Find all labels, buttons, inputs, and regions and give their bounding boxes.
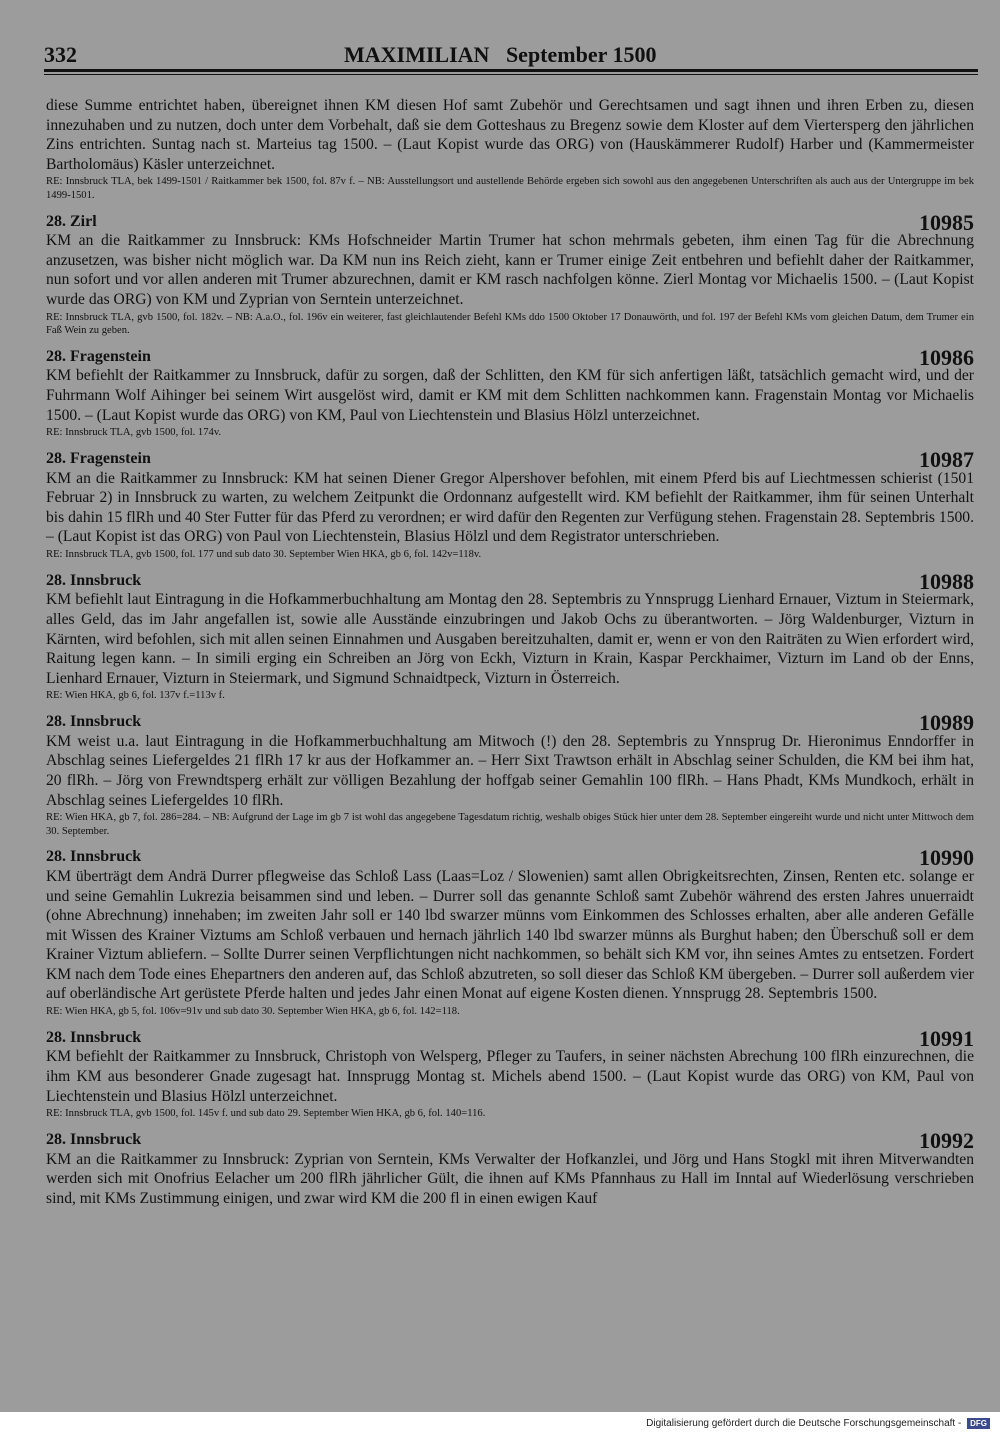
entry-number: 10990 bbox=[919, 845, 974, 871]
entry-text: KM an die Raitkammer zu Innsbruck: KM hat seinen Diener Gregor Alpershover befohlen, mit einem Pferd bis auf Liechtmessen schierist (1501 Februar 2) in Innsbruck zu warten, zu welchem Zeitpunkt die Ordonnanz aufgestellt wird. KM befiehlt der Raitkammer, ihm für seinen Unterhalt bis dahin 15 flRh und 40 Ster Futter für das Pferd zu verordnen; er wird dafür den Regenten zur Verfügung stehen. Fragenstain 28. Septembris 1500. – (Laut Kopist ist das ORG) von Paul von Liechtenstein, Blasius Hölzl und dem Registrator unterschrieben. bbox=[46, 469, 974, 546]
entry bbox=[46, 711, 974, 838]
entry-header bbox=[46, 209, 974, 235]
header-rule-thin bbox=[44, 74, 978, 75]
page-body bbox=[46, 96, 974, 1208]
entry-reference: RE: Innsbruck TLA, gvb 1500, fol. 182v. – NB: A.a.O., fol. 196v ein weiterer, fast gleichlautender Befehl KMs ddo 1500 Oktober 17 Donauwörth, und fol. 197 der Befehl KMs vom gleichen Datum, dem Trumer ein Faß Wein zu geben. bbox=[46, 311, 974, 336]
intro-paragraph: diese Summe entrichtet haben, übereignet ihnen KM diesen Hof samt Zubehör und Gerechtsamen und sagt ihnen und ihren Erben zu, diesen innezuhaben und zu nutzen, doch unter dem Vorbehalt, daß sie dem Gotteshaus zu Bregenz sowie dem Kloster auf dem Viertersperg den jährlichen Zins entrichten. Suntag nach st. Marteius tag 1500. – (Laut Kopist wurde das ORG) von (Hauskämmerer Rudolf) Harber und (Kammermeister Bartholomäus) Käsler unterzeichnet. bbox=[46, 97, 974, 173]
entry-text: KM an die Raitkammer zu Innsbruck: Zyprian von Serntein, KMs Verwalter der Hofkanzlei, und Jörg und Hans Stogkl mit ihren Mitverwandten werden sich mit Onofrius Eelacher um 200 flRh jährlicher Gült, die ihnen auf KMs Pfannhaus zu Hall im Inntal auf Wiederlösung verschrieben sind, mit KMs Zustimmung einigen, und zwar wird KM die 200 fl in einen ewigen Kauf bbox=[46, 1150, 974, 1207]
entry-reference: RE: Innsbruck TLA, gvb 1500, fol. 174v. bbox=[46, 427, 222, 439]
entry-number: 10988 bbox=[919, 568, 974, 594]
entry-text: KM befiehlt laut Eintragung in die Hofkammerbuchhaltung am Montag den 28. Septembris zu Ynnsprugg Lienhard Ernauer, Viztum in Steiermark, alles Geld, das im Jahr angefallen ist, sowie alle Ausstände einzubringen und Jakob Ochs zu überantworten. – Jörg Waldenburger, Vizturn in Kärnten, wird befohlen, sich mit allen seinen Einnahmen und Ausgaben bereitzuhalten, damit er, wenn er von den Raiträten zu Wien erfordert wird, Raitung legen kann. – In simili erging ein Schreiben an Jörg von Eckh, Vizturn in Krain, Kaspar Perckhaimer, Vizturn im Land ob der Enns, Lienhard Ernauer, Vizturn in Steiermark, und Sigmund Schnaidtpeck, Vizturn in Österreich. bbox=[46, 591, 974, 687]
page-number: 332 bbox=[44, 42, 77, 67]
entry-header bbox=[46, 1128, 974, 1154]
footer-credit: Digitalisierung gefördert durch die Deutsche Forschungsgemeinschaft - bbox=[646, 1418, 962, 1430]
entry-date-place: 28. Zirl bbox=[46, 212, 97, 230]
entry-number: 10991 bbox=[919, 1025, 974, 1051]
entry-header bbox=[46, 845, 974, 871]
entry bbox=[46, 448, 974, 562]
entry-date-place: 28. Innsbruck bbox=[46, 848, 142, 866]
entry bbox=[46, 1129, 974, 1209]
entry-date-place: 28. Innsbruck bbox=[46, 1028, 142, 1046]
entry-header bbox=[46, 710, 974, 736]
intro-reference: RE: Innsbruck TLA, bek 1499-1501 / Raitkammer bek 1500, fol. 87v f. – NB: Ausstellungsort und austellende Behörde ergeben sich sowohl aus den angegebenen Unterschriften als auch aus der Untergruppe im bek 1499-1501. bbox=[46, 176, 974, 201]
entry-text: KM befiehlt der Raitkammer zu Innsbruck, Christoph von Welsperg, Pfleger zu Taufers, in seiner nächsten Abrechung 100 flRh einzurechnen, die ihm KM aus besonderer Gnade zugesagt hat. Innsprugg Montag st. Michels abend 1500. – (Laut Kopist wurde das ORG) von KM, Paul von Liechtenstein und Blasius Hölzl unterzeichnet. bbox=[46, 1048, 974, 1105]
entry-text: KM befiehlt der Raitkammer zu Innsbruck, dafür zu sorgen, daß der Schlitten, den KM für sich anfertigen läßt, tatsächlich gemacht wird, und der Fuhrmann Wolf Aihinger bei seinem Wirt ausgelöst wird, damit er KM mit dem Schlitten nachkommen kann. Fragenstain Montag vor Michaelis 1500. – (Laut Kopist wurde das ORG) von KM, Paul von Liechtenstein und Blasius Hölzl unterzeichnet. bbox=[46, 367, 974, 424]
entry bbox=[46, 210, 974, 337]
entry-header bbox=[46, 568, 974, 594]
entry-number: 10986 bbox=[919, 344, 974, 370]
digitization-footer bbox=[646, 1418, 990, 1429]
entry-text: KM weist u.a. laut Eintragung in die Hofkammerbuchhaltung am Mitwoch (!) den 28. Septembris zu Ynnsprug Dr. Hieronimus Enndorffer in Abschlag seines Liefergeldes 21 flRh 17 kr aus der Hofkammer an. – Herr Sixt Trawtson erhält in Abschlag seiner Schulden, die KM bei ihm hat, 20 flRh. – Jörg von Frewndtsperg erhält zur völligen Bezahlung der hoffgab seiner Gemahlin 100 flRh. – Hans Phadt, KMs Mundkoch, erhält in Abschlag seines Liefergeldes 10 flRh. bbox=[46, 732, 974, 809]
entry-reference: RE: Wien HKA, gb 6, fol. 137v f.=113v f. bbox=[46, 690, 225, 702]
entry-header bbox=[46, 446, 974, 472]
entry bbox=[46, 1026, 974, 1120]
entry-date-place: 28. Fragenstein bbox=[46, 347, 151, 365]
entry-header bbox=[46, 344, 974, 370]
entry bbox=[46, 569, 974, 702]
entry-date-place: 28. Fragenstein bbox=[46, 449, 151, 467]
entry-number: 10987 bbox=[919, 446, 974, 472]
entry-date-place: 28. Innsbruck bbox=[46, 571, 142, 589]
entry-header bbox=[46, 1025, 974, 1051]
entry-reference: RE: Innsbruck TLA, gvb 1500, fol. 145v f. und sub dato 29. September Wien HKA, gb 6, fol. 140=116. bbox=[46, 1108, 486, 1120]
entry-date-place: 28. Innsbruck bbox=[46, 1131, 142, 1149]
entry-number: 10985 bbox=[919, 209, 974, 235]
entry-number: 10992 bbox=[919, 1128, 974, 1154]
entry-date-place: 28. Innsbruck bbox=[46, 713, 142, 731]
entry bbox=[46, 846, 974, 1019]
entry-text: KM an die Raitkammer zu Innsbruck: KMs Hofschneider Martin Trumer hat schon mehrmals gebeten, ihm einen Tag für die Abrechnung anzusetzen, was bisher nicht möglich war. Da KM nun ins Reich zieht, kann er Trumer einige Zeit entbehren und befiehlt daher der Raitkammer, nun sofort und vor allen anderen mit Trumer abzurechnen, damit er KM rasch nachfolgen könne. Zierl Montag vor Michaelis 1500. – (Laut Kopist wurde das ORG) von KM und Zyprian von Serntein unterzeichnet. bbox=[46, 232, 974, 308]
entry-number: 10989 bbox=[919, 710, 974, 736]
entry-reference: RE: Wien HKA, gb 5, fol. 106v=91v und sub dato 30. September Wien HKA, gb 6, fol. 142=118. bbox=[46, 1006, 460, 1018]
entry-reference: RE: Wien HKA, gb 7, fol. 286=284. – NB: Aufgrund der Lage im gb 7 ist wohl das angegebene Tagesdatum richtig, weshalb obiges Stück hier unter dem 28. September eingereiht wurde und nicht unter Mittwoch dem 30. September. bbox=[46, 812, 974, 837]
entry-reference: RE: Innsbruck TLA, gvb 1500, fol. 177 und sub dato 30. September Wien HKA, gb 6, fol. 142v=118v. bbox=[46, 548, 482, 560]
page-header bbox=[44, 38, 978, 78]
dfg-logo-icon: DFG bbox=[967, 1418, 990, 1429]
header-rule bbox=[44, 69, 978, 72]
running-title: MAXIMILIAN September 1500 bbox=[344, 42, 657, 67]
entry-text: KM überträgt dem Andrä Durrer pflegweise das Schloß Lass (Laas=Loz / Slowenien) samt allen Obrigkeitsrechten, Zinsen, Renten etc. solange er und seine Gemahlin Lukrezia beisammen sind und leben. – Durrer soll das genannte Schloß samt Zubehör während des ersten Jahres unuerraidt (ohne Abrechnung) innehaben; im zweiten Jahr soll er 140 lbd swarzer münns vom Einkommen des Schlosses erhalten, aber alle anderen Gefälle mit Wissen des Krainer Viztums am Schloß verbauen und hernach jährlich 140 lbd swarzer münns als Burghut haben; den Überschuß soll er dem Krainer Viztum abliefern. – Sollte Durrer seinen Verpflichtungen nicht nachkommen, so behält sich KM vor, ihn seines Amtes zu entsetzen. Fordert KM nach dem Tode eines Ehepartners den anderen auf, das Schloß abzutreten, so soll dieser das Schloß KM übergeben. – Durrer soll außerdem vier auf oberländische Art gerüstete Pferde halten und jedes Jahr einen Monat auf eigene Kosten dienen. Ynnsprugg 28. Septembris 1500. bbox=[46, 867, 974, 1003]
entry bbox=[46, 345, 974, 439]
